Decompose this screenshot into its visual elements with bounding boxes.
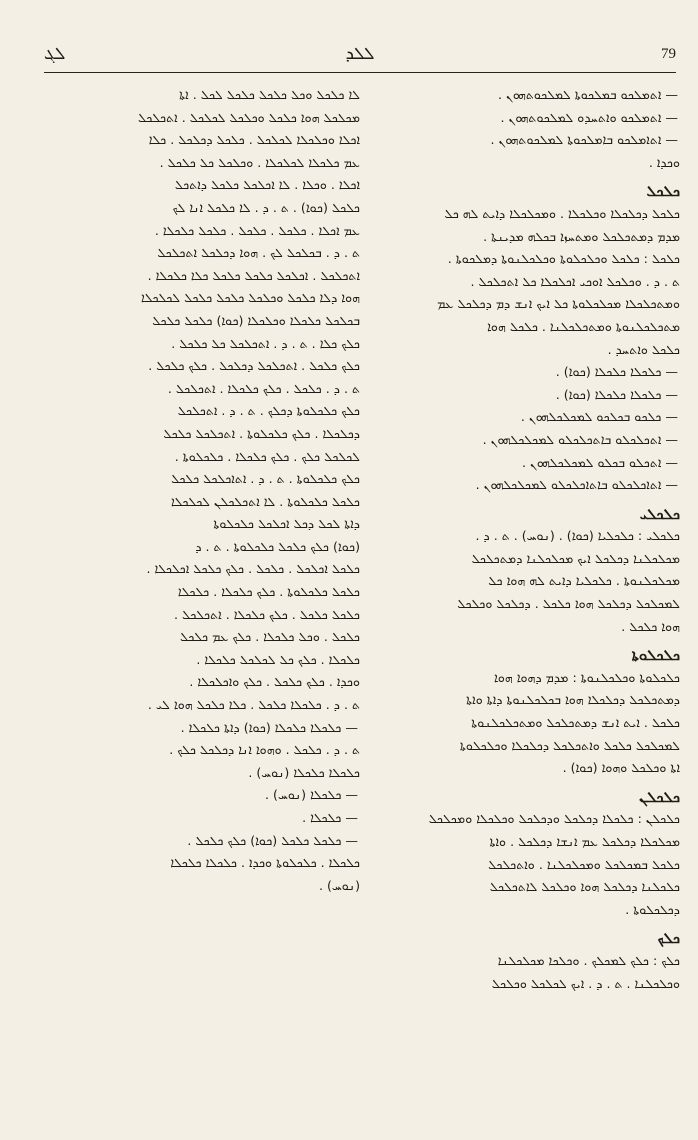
text-line: ܟܠܟ : ܟܠܟ ܠܡܟܠܟ . ܘܟܠܟܐ ܡܟܠܟܠܢܐ xyxy=(497,952,680,968)
text-line: ܟܠܟ ܟܠܐ . ܬ . ܕ . ܐܬܟܠܟܠ ܟܠ ܟܠܟܠ . xyxy=(171,335,360,351)
right-column xyxy=(364,84,680,1104)
text-line: — ܐܬܡܠܟܘ ܘܐܬܚܕܘ ܠܡܠܟܘܬܗܘܢ . xyxy=(500,109,678,125)
text-line: ܟܠܟܠܐ . ܟܠܟ ܟܠ ܠܟܠܟܠ ܟܠܟܠܐ . xyxy=(196,651,360,667)
text-line: ܬ . ܕ . ܟܠܟܠ . ܘܗܘܐ ܐܢܐ ܕܟܠܟܠ ܟܠܟ . xyxy=(169,742,360,758)
header-left-mark: ܠܓ xyxy=(44,44,66,64)
entry-headword: ܟܠܟܠ xyxy=(646,182,680,201)
text-line: ܬ . ܕ . ܟܠܟܠܐ ܟܠܟܠ . ܟܠܐ ܟܠܟܠ ܗܘܐ ܠܝ . xyxy=(147,697,360,713)
text-line: — ܟܠܟܠܐ ܟܠܟܠܐ (ܟܘܐ) . xyxy=(555,386,678,402)
text-line: ܗܘܐ ܕܠܐ ܟܠܟܠ ܘܟܠܟܠ ܟܠܟܠ ܟܠܟܠ ܠܟܠܟܠܐ xyxy=(141,290,360,306)
text-line: ܡܟܠܟܠ ܗܘܐ ܟܠܟܠ ܘܟܠܟܠ ܠܟܠܟܠ . ܐܬܟܠܟܠ xyxy=(138,109,360,125)
text-line: — ܐܬܟܠܟܠܘ ܒܐܬܟܠܟܠܘ ܠܡܟܠܟܠܗܘܢ . xyxy=(482,431,678,447)
text-line: ܘܡܬܟܠܟܠܐ ܡܟܠܟܠܘܬܐ ܟܠ ܐܝܟ ܐܢܫ ܕܡ ܕܟܠܟܠ ܥܡ xyxy=(437,296,680,312)
text-line: ܡܬܟܠܟܠܢܘܬܐ ܘܡܬܟܠܟܠܢܐ . ܟܠܟܠ ܗܘܐ xyxy=(487,318,680,334)
text-line: ܟܠܟܠ (ܟܘܐ) . ܬ . ܕ . ܠܐ ܟܠܟܠ ܐܢܐ ܠܟ xyxy=(172,199,360,215)
text-line: ܟܠܟܠܐ ܟܠܟܠܐ (ܢܘܚ) . xyxy=(248,764,360,780)
text-line: — ܟܠܟܠܐ ܟܠܟܠܐ (ܟܘܐ) . xyxy=(555,364,678,380)
text-line: ܠܐ ܟܠܟܠ ܘܟܠ ܟܠܟܠ ܟܠܟܠ ܠܟܠ . ܐܬܐ xyxy=(179,87,360,102)
text-line: ܟܠܟܠܘܬܐ ܘܟܠܟܠܢܘܬܐ : ܡܕܡ ܕܗܘܐ ܗܘܐ xyxy=(494,669,680,685)
text-line: ܬ . ܕ . ܟܠܟܠ . ܟܠܟ ܟܠܟܠܐ . ܐܬܟܠܟܠ . xyxy=(167,380,360,396)
text-line: ܟܠܟ ܟܠܟܠܘܬܐ ܕܟܠܟ . ܬ . ܕ . ܐܬܟܠܟܠ xyxy=(177,403,360,419)
dictionary-entry xyxy=(364,503,680,639)
text-line: — ܐܬܡܠܟܘ ܒܡܠܟܘܬܐ ܠܡܠܟܘܬܗܘܢ . xyxy=(497,87,678,102)
text-line: — ܐܬܐܟܠܟܠܘ ܒܐܬܐܟܠܟܠܘ ܠܡܟܠܟܠܗܘܢ . xyxy=(475,477,678,493)
text-line: — ܟܠܟܠ ܟܠܟܠ (ܟܘܐ) ܟܠܟ ܟܠܟܠ . xyxy=(187,832,358,848)
dictionary-entry xyxy=(364,786,680,922)
text-line: ܬ . ܕ . ܒܟܠܟܠ ܠܟ . ܗܘܐ ܕܟܠܟܠ ܐܬܟܠܟܠ xyxy=(157,245,360,261)
entry-headword: ܟܠܟܠܘܬܐ xyxy=(631,646,680,665)
left-column xyxy=(44,84,360,1104)
text-line: — ܟܠܟܠܐ ܟܠܟܠܐ (ܟܘܐ) ܕܐܬܐ ܟܠܟܠܐ . xyxy=(180,719,358,735)
text-line: ܟܠܟܠܢܐ ܕܟܠܟܠ ܗܘܐ ܘܟܠܟܠ ܠܐܬܟܠܟܠ xyxy=(489,879,680,895)
text-line: — ܟܠܟܠܐ (ܢܘܚ) . xyxy=(265,787,358,803)
text-line: ܘܟܕܐ . ܟܠܟ ܟܠܟܠ . ܟܠܟ ܘܐܟܠܟܠܐ . xyxy=(189,674,360,690)
dictionary-entry xyxy=(364,180,680,496)
entry-headword: ܟܠܟܠܝ xyxy=(639,504,680,523)
text-line: (ܟܘܐ) ܟܠܟ ܟܠܟܠ ܟܠܟܠܘܬܐ . ܬ . ܕ xyxy=(195,538,360,554)
text-line: ܟܠܟܠ ܟܠܟܠܘܬܐ . ܠܐ ܐܬܟܠܟܠܢ ܠܟܠܟܠܐ xyxy=(170,493,360,509)
text-line: ܟܠܟܠ ܟܠܟܠ . ܟܠܟ ܟܠܟܠܐ . ܐܬܟܠܟܠ . xyxy=(174,606,360,622)
text-line: ܐܬܟܠܟܠ . ܐܟܠܟܠ ܟܠܟܠ ܟܠܟܠ ܟܠܐ ܟܠܟܠܐ . xyxy=(147,267,360,283)
text-line: (ܢܘܚ) . xyxy=(318,877,360,893)
text-line: ܟܠܟܠ : ܟܠܟܠ ܘܟܠܟܠܘܬܐ ܘܟܠܟܠܢܘܬܐ ܕܡܠܟܘܬܐ . xyxy=(447,251,680,267)
text-line: ܥܡ ܟܠܟܠܐ ܠܟܠܟܠܐ . ܘܟܠܟܠ ܟܠ ܟܠܟܠ . xyxy=(159,154,360,170)
text-line: ܕܟܠܟܠܘܬܐ . xyxy=(625,901,680,917)
text-line: ܟܠܟܠܐ . ܟܠܟܠܘܬܐ ܘܟܕܐ . ܟܠܟܠܐ ܟܠܟܠܐ xyxy=(170,855,360,871)
text-line: ܟܠܟܠ . ܘܟܠ ܟܠܟܠܐ . ܟܠܟ ܥܡ ܟܠܟܠ xyxy=(179,629,360,645)
text-line: ܟܠܟ ܟܠܟܠܘܬܐ . ܬ . ܕ . ܐܬܐܟܠܟܠ ܟܠܟܠ xyxy=(171,471,360,487)
text-line: ܘܟܕܐ . xyxy=(648,154,680,170)
text-line: ܟܠܟܠ ܘܐܬܚܕ . xyxy=(607,341,680,357)
text-line: ܟܠܟܠ ܒܡܟܠܟܠ ܘܡܟܠܟܠܢܐ . ܘܐܬܟܠܟܠ xyxy=(488,856,680,872)
page-header xyxy=(44,44,676,70)
text-line: ܟܠܟܠ . ܐܝܬ ܐܢܫ ܕܡܬܟܠܟܠ ܘܡܬܟܠܟܠܢܘܬܐ xyxy=(471,715,680,731)
text-line: ܟܠܟ ܟܠܟܠ . ܐܬܟܠܟܠ ܕܟܠܟܠ . ܟܠܟ ܟܠܟܠ . xyxy=(148,358,360,374)
text-line: ܕܟܠܟܠܐ . ܟܠܟ ܟܠܟܠܘܬܐ . ܐܬܟܠܟܠ ܟܠܟܠ xyxy=(163,425,360,441)
text-line: ܒܟܠܟܠ ܟܠܟܠܐ ܘܟܠܟܠܐ (ܟܘܐ) ܟܠܟܠ ܟܠܟܠ xyxy=(152,312,360,328)
text-line: ܡܕܡ ܕܡܬܟܠܟܠ ܘܡܬܚܙܐ ܒܟܠܗ ܡܕܝܢܬܐ . xyxy=(483,228,680,244)
entry-headword: ܟܠܟܠܢ xyxy=(639,787,680,806)
text-line: — ܐܬܐܡܠܟܘ ܒܐܡܠܟܘܬܐ ܠܡܠܟܘܬܗܘܢ . xyxy=(490,132,678,148)
text-line: — ܐܬܟܠܘ ܒܟܠܘ ܠܡܟܠܟܠܗܘܢ . xyxy=(521,454,678,470)
dictionary-entry xyxy=(364,644,680,780)
text-line: ܕܐܬܐ ܠܟܠ ܕܟܠ ܐܟܠܟܠ ܟܠܟܠܘܬܐ xyxy=(213,516,360,532)
text-line: ܡܟܠܟܠܐ ܕܟܠܟܠ ܥܡ ܐܢܫܐ ܕܟܠܟܠ . ܘܐܬܐ xyxy=(489,834,680,849)
text-line: ܥܡ ܐܟܠܐ . ܟܠܟܠ . ܟܠܟܠ . ܟܠܟܠ ܟܠܟܠܐ . xyxy=(154,222,360,238)
text-line: — ܟܠܟܠܐ . xyxy=(302,810,358,825)
text-line: ܐܟܠܐ . ܘܟܠܐ . ܠܐ ܐܟܠܟܠ ܟܠܟܠ ܕܐܬܟܠ xyxy=(174,177,360,193)
text-line: ܬ . ܕ . ܘܟܠܟܠ ܐܘܟܝ ܐܟܠܟܠܐ ܟܠ ܐܬܟܠܟܠ . xyxy=(470,273,680,289)
text-line: ܐܟܠܐ ܘܟܠܟܠܐ ܠܟܠܟܠ . ܟܠܟܠ ܕܟܠܟܠ . ܟܠܐ xyxy=(148,132,360,148)
dictionary-entry xyxy=(364,927,680,995)
page-number: 79 xyxy=(661,46,676,62)
text-line: ܠܡܟܠܟܠ ܟܠܟܠ ܘܐܬܟܠܟܠ ܕܟܠܟܠܐ ܘܟܠܟܠܘܬܐ xyxy=(459,737,680,753)
text-line: ܟܠܟܠ ܟܠܟܠܘܬܐ . ܟܠܟ ܟܠܟܠܐ . ܟܠܟܠܐ xyxy=(177,584,360,600)
text-line: ܘܟܠܟܠܢܐ . ܬ . ܕ . ܐܝܟ ܠܟܠܟܠ ܘܟܠܟܠ xyxy=(491,975,680,991)
text-line: ܠܟܠܟܠ ܟܠܟ . ܟܠܟ ܟܠܟܠܐ . ܟܠܟܠܘܬܐ . xyxy=(174,448,360,464)
text-line: ܡܟܠܟܠܢܘܬܐ . ܟܠܟܠܝܐ ܕܐܝܬ ܠܗ ܗܘܐ ܟܠ xyxy=(488,573,680,589)
text-line: ܟܠܟܠܢ : ܟܠܟܠܐ ܕܟܠܟܠ ܘܕܟܠܟܠ ܘܟܠܟܠܐ ܘܡܟܠܟܠ xyxy=(428,811,680,827)
text-line: ܐܬܐ ܘܟܠܟܠ ܘܗܘܐ (ܟܘܐ) . xyxy=(562,760,680,776)
text-line: — ܟܠܟܘ ܒܟܠܟܘ ܠܡܟܠܟܠܗܘܢ . xyxy=(520,409,678,425)
text-line: ܟܠܟܠ ܕܟܠܟܠܐ ܘܟܠܟܠܐ . ܘܡܟܠܟܠܐ ܕܐܝܬ ܠܗ ܟܠ xyxy=(444,205,680,221)
text-line: ܟܠܟܠܝ : ܟܠܟܠܝܐ (ܟܘܐ) . (ܢܘܚ) . ܬ . ܕ . xyxy=(475,528,680,544)
header-rule xyxy=(44,72,676,73)
entry-headword: ܟܠܟ xyxy=(657,929,680,948)
text-line: ܕܡܬܟܠܟܠ ܕܟܠܟܠܐ ܗܘܐ ܒܟܠܟܠܢܘܬܐ ܕܐܬܐ ܘܐܬܐ xyxy=(466,692,680,708)
text-line: ܡܟܠܟܠܢܐ ܕܟܠܟܠ ܐܝܟ ܡܟܠܟܠܢܐ ܕܡܬܟܠܟܠ xyxy=(471,550,680,566)
text-line: ܠܡܟܠܟܠ ܕܟܠܟܠ ܗܘܐ ܟܠܟܠ . ܕܟܠܟܠ ܘܟܠܟܠ xyxy=(457,596,680,612)
running-title: ܠܠܕ xyxy=(345,44,375,64)
text-line: ܗܘܐ ܟܠܟܠ . xyxy=(621,618,680,634)
text-line: ܟܠܟܠ ܐܟܠܟܠ . ܟܠܟܠ . ܟܠܟ ܟܠܟܠ ܐܟܠܟܠܐ . xyxy=(146,561,360,577)
